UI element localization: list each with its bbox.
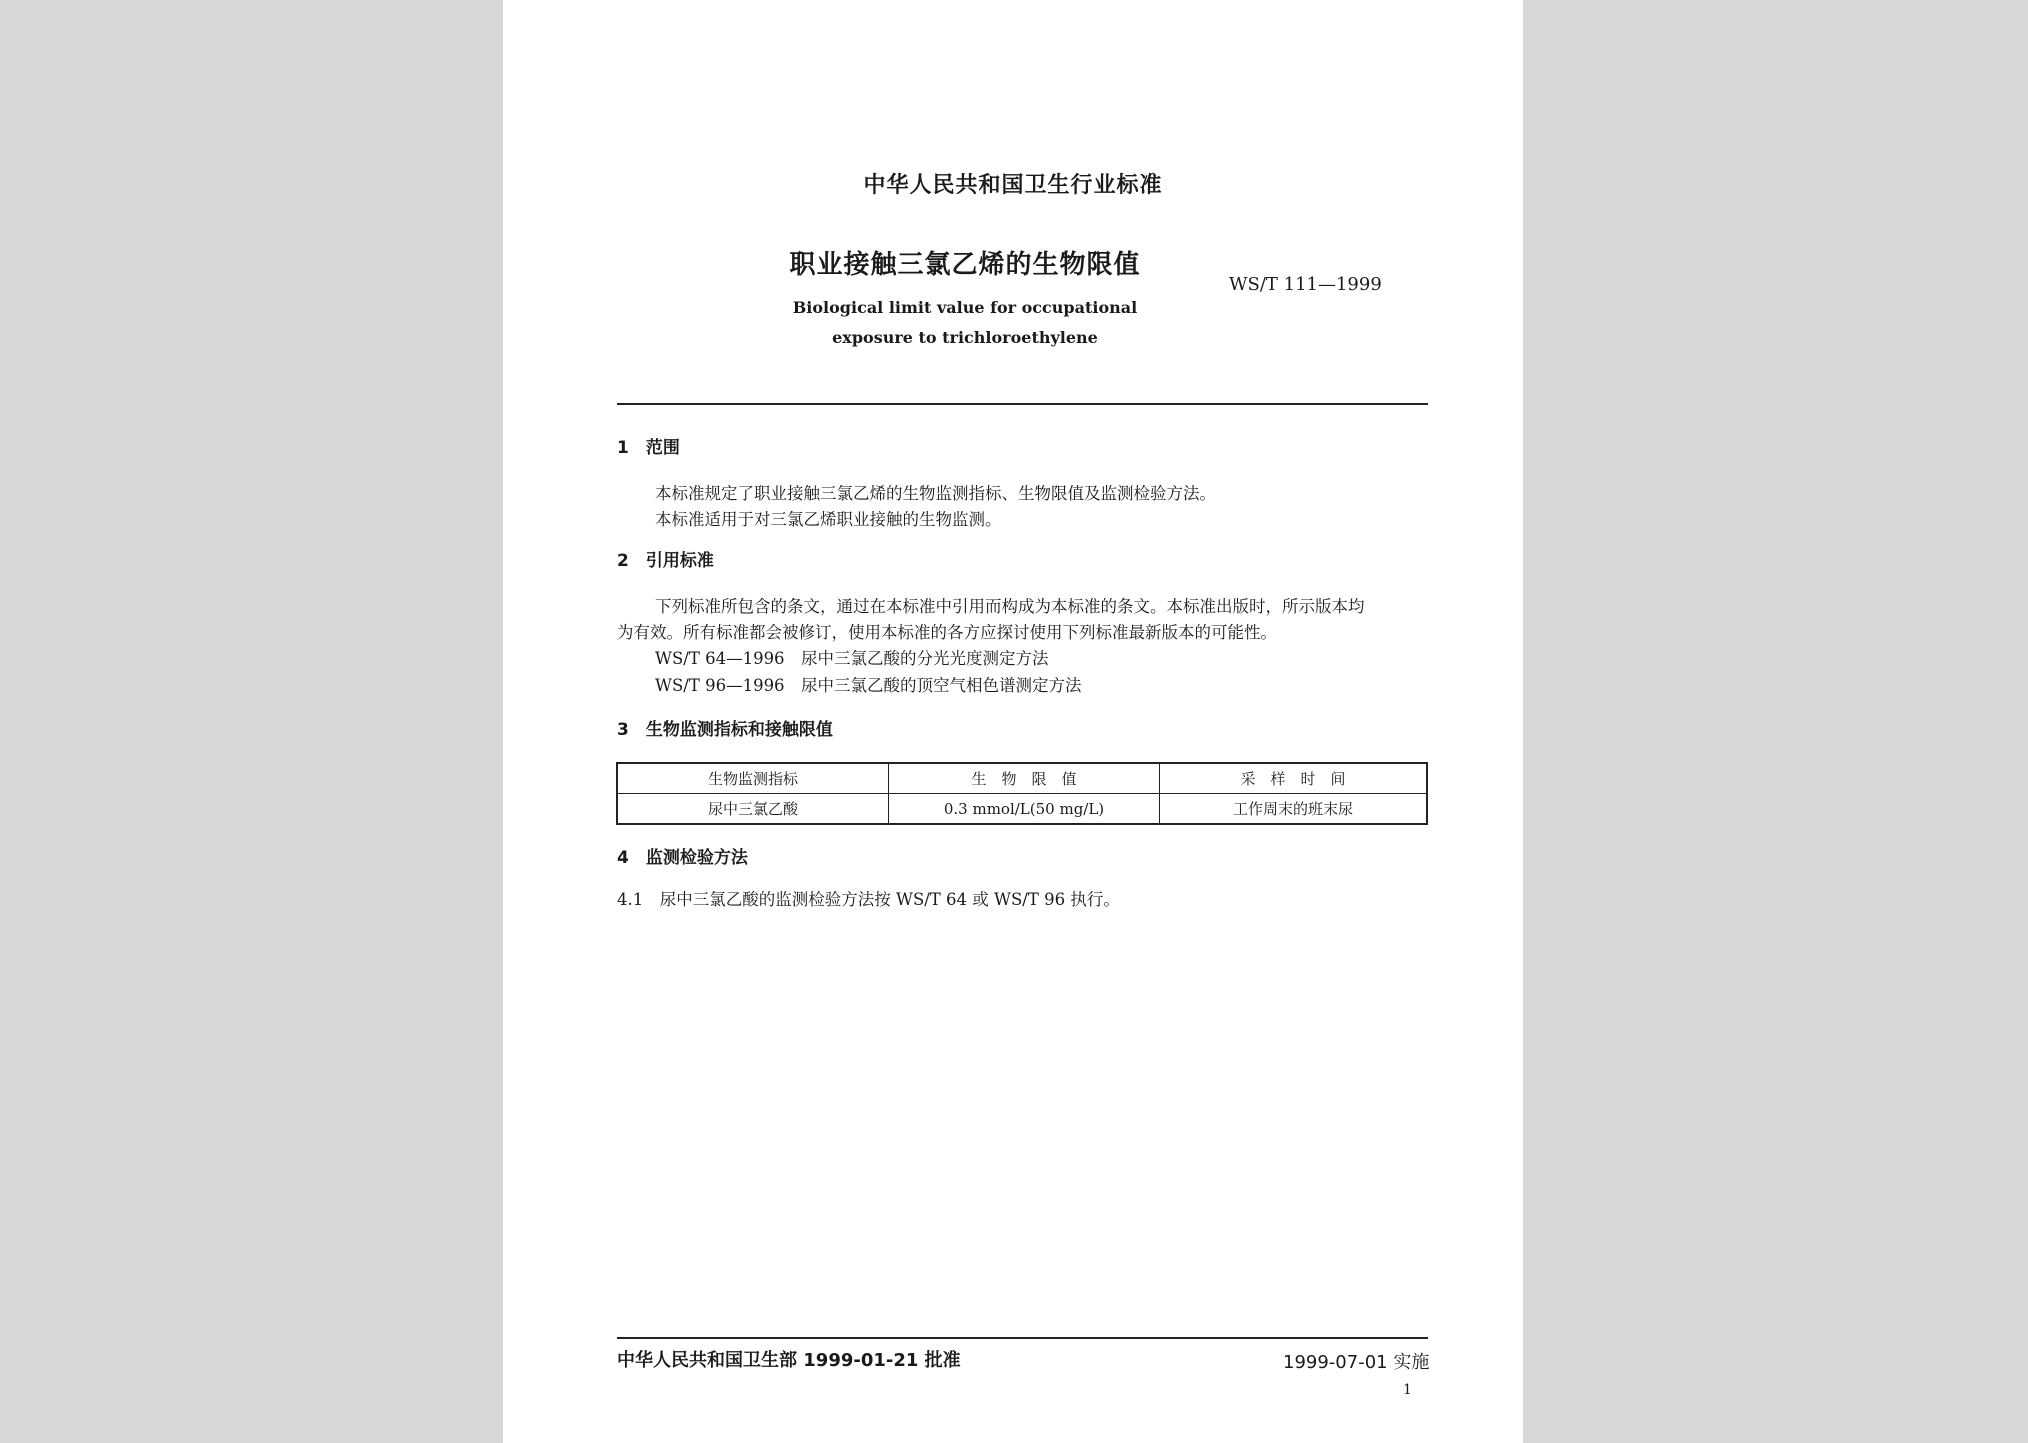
document-title-cn: 职业接触三氯乙烯的生物限值	[789, 250, 1141, 280]
reference-standard-1: WS/T 64—1996 尿中三氯乙酸的分光光度测定方法	[655, 649, 1049, 668]
table-header-cell: 生物监测指标	[617, 763, 889, 794]
issuer-header: 中华人民共和国卫生行业标准	[863, 173, 1163, 198]
section-4-paragraph-1: 4.1 尿中三氯乙酸的监测检验方法按 WS/T 64 或 WS/T 96 执行。	[617, 890, 1120, 909]
page-number: 1	[1403, 1382, 1412, 1398]
document-title-en-line1: Biological limit value for occupational	[792, 298, 1138, 317]
section-1-paragraph-2: 本标准适用于对三氯乙烯职业接触的生物监测。	[655, 510, 1002, 529]
section-3-heading: 3 生物监测指标和接触限值	[617, 720, 833, 740]
document-page	[503, 0, 1523, 1443]
table-row	[617, 794, 1427, 825]
document-title-en-line2: exposure to trichloroethylene	[832, 328, 1098, 347]
section-2-paragraph-line2: 为有效。所有标准都会被修订，使用本标准的各方应探讨使用下列标准最新版本的可能性。	[617, 623, 1277, 642]
table-header-cell: 采 样 时 间	[1160, 763, 1428, 794]
reference-standard-2: WS/T 96—1996 尿中三氯乙酸的顶空气相色谱测定方法	[655, 676, 1082, 695]
table-cell: 尿中三氯乙酸	[617, 794, 889, 825]
section-1-heading: 1 范围	[617, 438, 680, 458]
footer-divider	[617, 1337, 1428, 1339]
table-cell: 0.3 mmol/L(50 mg/L)	[889, 794, 1160, 825]
section-2-paragraph-line1: 下列标准所包含的条文，通过在本标准中引用而构成为本标准的条文。本标准出版时，所示版本均	[655, 597, 1365, 616]
table-header-cell: 生 物 限 值	[889, 763, 1160, 794]
section-1-paragraph-1: 本标准规定了职业接触三氯乙烯的生物监测指标、生物限值及监测检验方法。	[655, 484, 1216, 503]
section-4-heading: 4 监测检验方法	[617, 848, 748, 868]
table-cell: 工作周末的班末尿	[1160, 794, 1428, 825]
effective-date: 1999-07-01 实施	[1283, 1352, 1430, 1373]
biological-limit-table	[616, 762, 1428, 825]
table-header-row	[617, 763, 1427, 794]
section-2-heading: 2 引用标准	[617, 551, 714, 571]
header-divider	[617, 403, 1428, 405]
standard-code: WS/T 111—1999	[1229, 274, 1382, 295]
approval-info: 中华人民共和国卫生部 1999-01-21 批准	[617, 1350, 961, 1371]
